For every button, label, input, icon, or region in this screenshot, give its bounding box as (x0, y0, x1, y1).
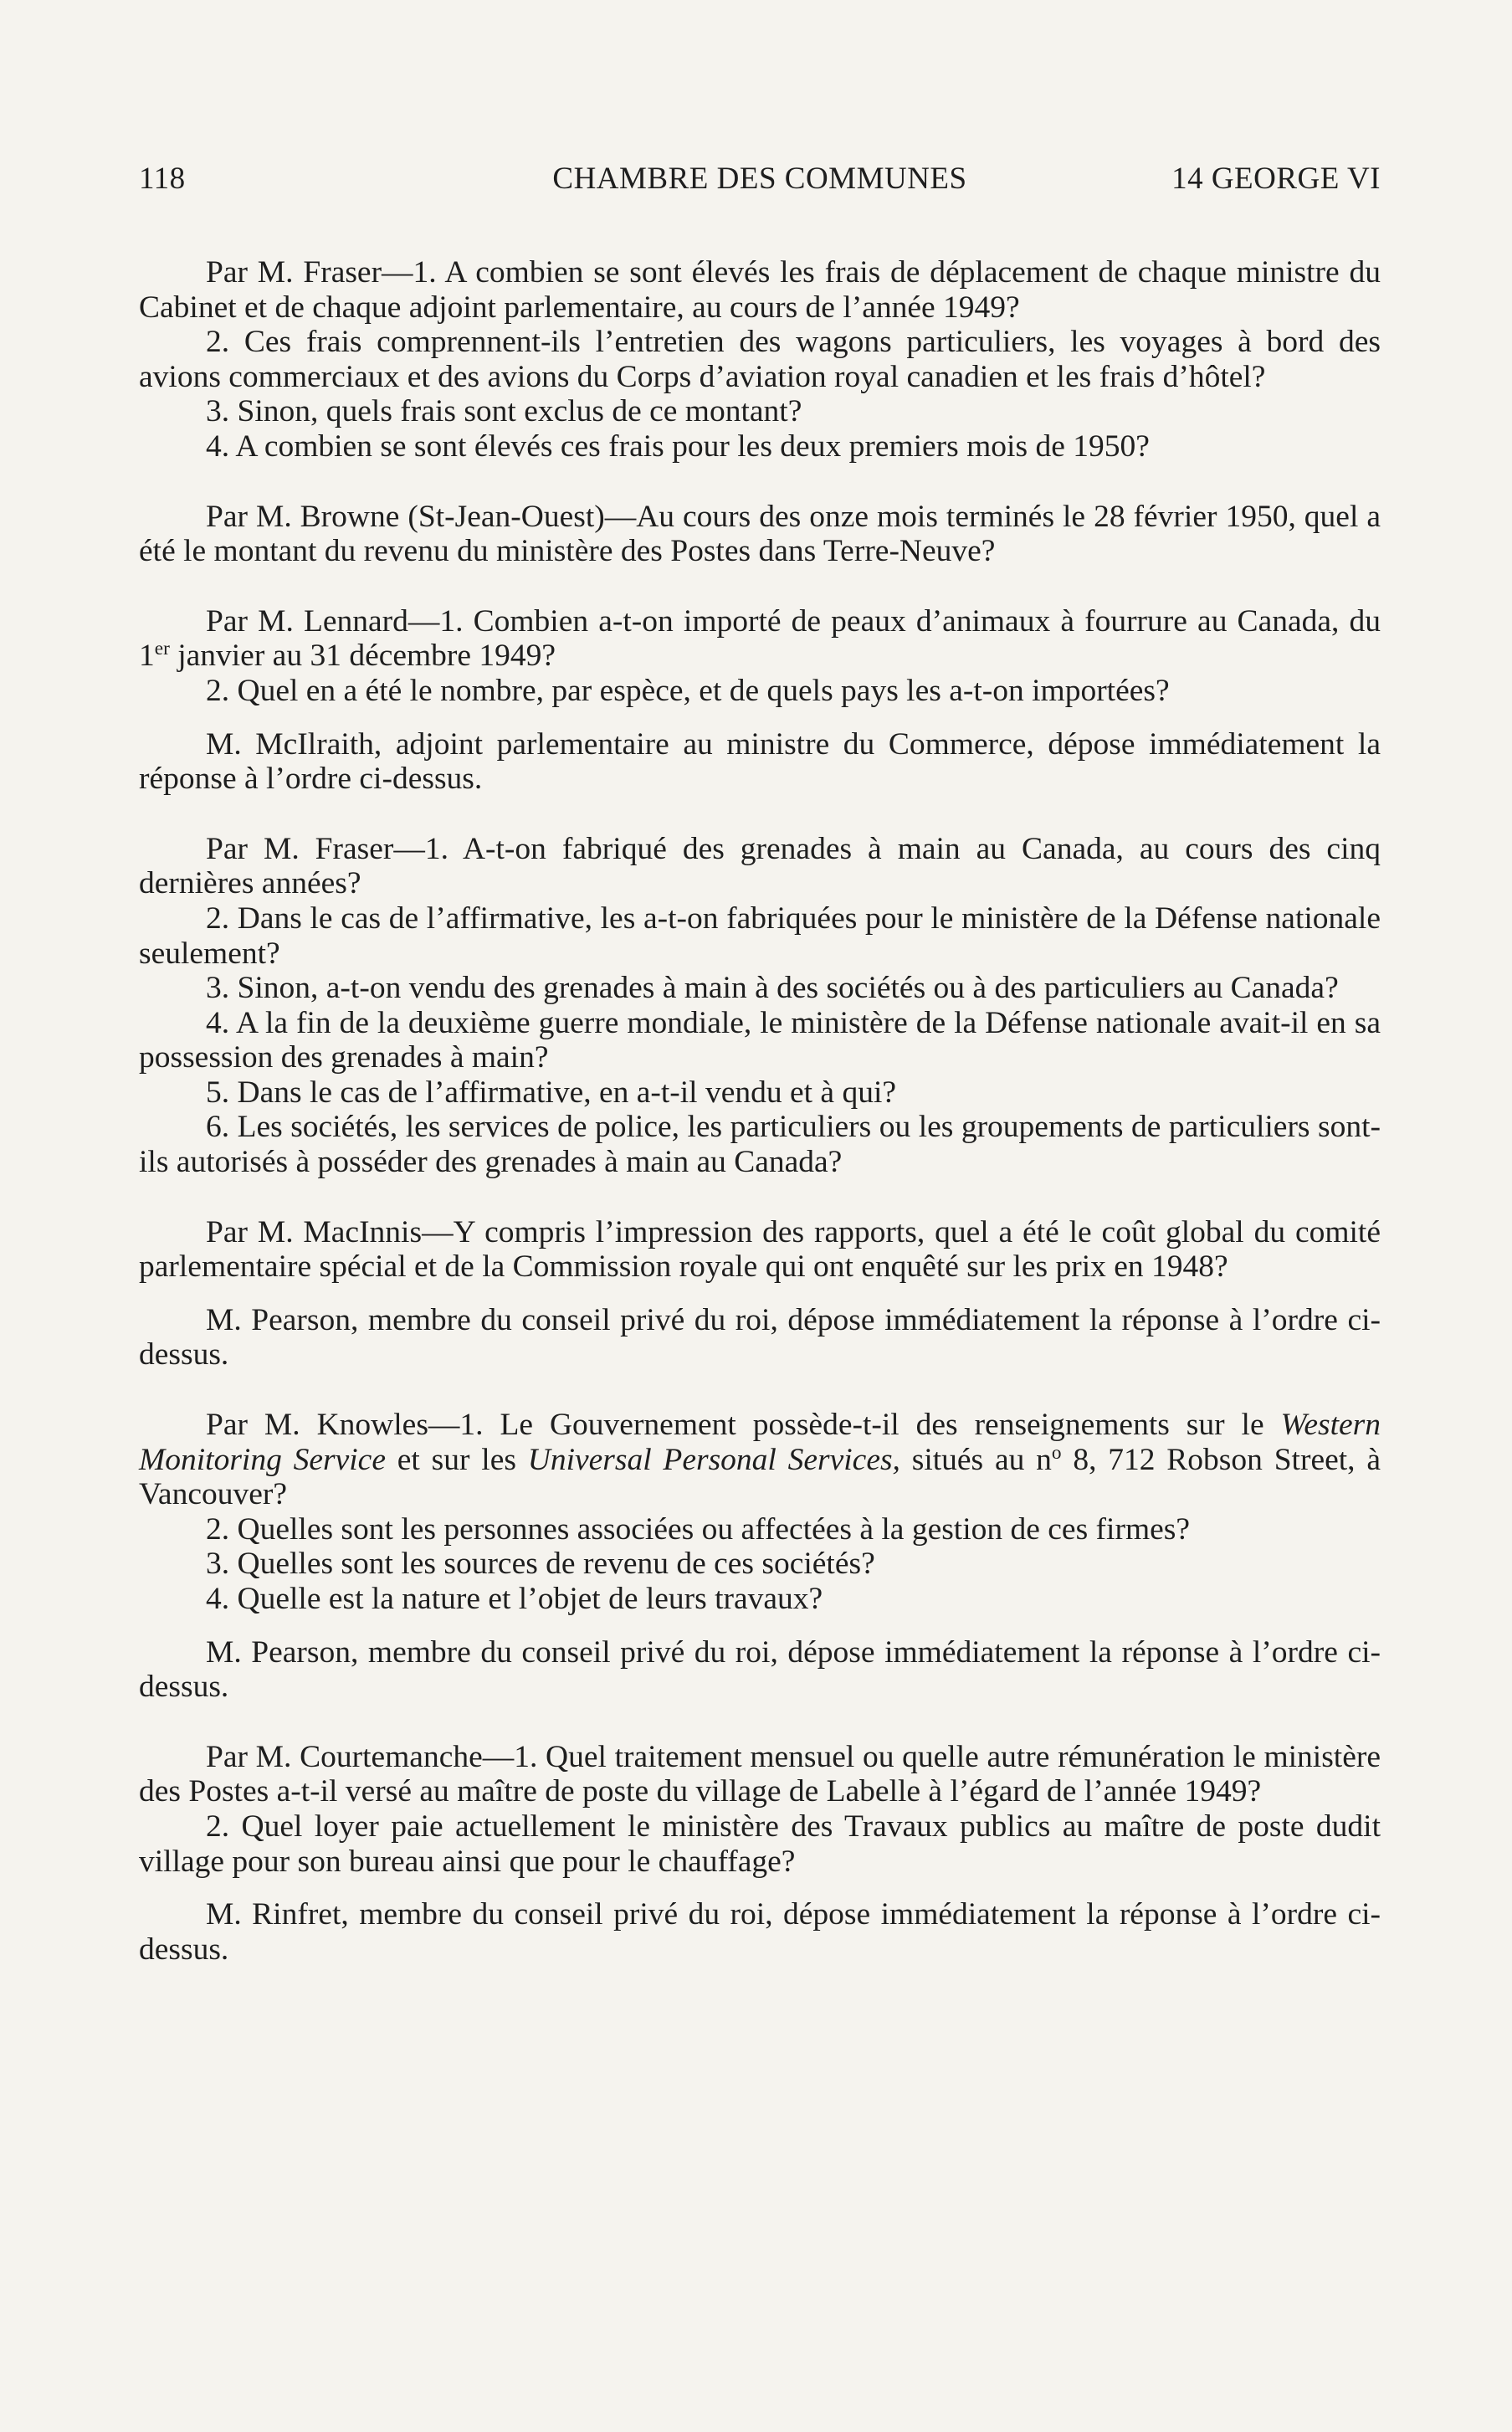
lennard-q1-text-end: janvier au 31 décembre 1949? (169, 639, 556, 674)
fraser-grenade-question-3: 3. Sinon, a-t-on vendu des grenades à main à des sociétés ou à des particuliers au Canada? (206, 971, 1339, 1006)
fraser-travel-question-3: 3. Sinon, quels frais sont exclus de ce montant? (206, 394, 802, 429)
knowles-question-3: 3. Quelles sont les sources de revenu de ces sociétés? (206, 1547, 875, 1582)
running-header (139, 161, 1381, 203)
knowles-question-2: 2. Quelles sont les personnes associées ou affectées à la gestion de ces firmes? (206, 1511, 1190, 1547)
fraser-grenade-question-6: 6. Les sociétés, les services de police, les particuliers ou les groupements de particuliers sont-ils autorisés à posséder des grenades à main au Canada? (139, 1110, 1381, 1180)
knowles-q1-text-c: situés au n (900, 1442, 1052, 1477)
lennard-question-1 (139, 604, 1381, 674)
knowles-q1-text-a: Par M. Knowles—1. Le Gouvernement possède-t-il des renseignements sur le (206, 1408, 1281, 1443)
journal-title: CHAMBRE DES COMMUNES (552, 162, 967, 196)
courtemanche-question-1: Par M. Courtemanche—1. Quel traitement mensuel ou quelle autre rémunération le ministère des Postes a-t-il versé au maître de poste du village de Labelle à l’égard de l’année 1949? (139, 1739, 1381, 1809)
macinnis-answer: M. Pearson, membre du conseil privé du roi, dépose immédiatement la réponse à l’ordre ci-dessus. (139, 1302, 1381, 1372)
fraser-travel-question-2: 2. Ces frais comprennent-ils l’entretien des wagons particuliers, les voyages à bord des avions commerciaux et des avions du Corps d’aviation royal canadien et les frais d’hôtel? (139, 325, 1381, 394)
lennard-q1-superscript: er (154, 638, 170, 660)
knowles-question-4: 4. Quelle est la nature et l’objet de leurs travaux? (206, 1582, 823, 1616)
fraser-grenade-question-2: 2. Dans le cas de l’affirmative, les a-t-on fabriquées pour le ministère de la Défense nationale seulement? (139, 900, 1381, 971)
fraser-grenade-question-1: Par M. Fraser—1. A-t-on fabriqué des grenades à main au Canada, au cours des cinq dernières années? (139, 831, 1381, 901)
knowles-answer: M. Pearson, membre du conseil privé du roi, dépose immédiatement la réponse à l’ordre ci-dessus. (139, 1634, 1381, 1705)
browne-question: Par M. Browne (St-Jean-Ouest)—Au cours des onze mois terminés le 28 février 1950, quel a été le montant du revenu du ministère des Postes dans Terre-Neuve? (139, 499, 1381, 569)
knowles-q1-text-d: 8, 712 Robson Street, à Vancouver? (139, 1442, 1381, 1512)
knowles-q1-universal-personal: Universal Personal Services, (527, 1442, 900, 1477)
knowles-q1-text-b: et sur les (385, 1442, 528, 1477)
macinnis-question: Par M. MacInnis—Y compris l’impression des rapports, quel a été le coût global du comité parlementaire spécial et de la Commission royale qui ont enquêté sur les prix en 1948? (139, 1214, 1381, 1285)
document-body (139, 255, 1381, 1967)
knowles-question-1 (139, 1408, 1381, 1512)
fraser-grenade-question-5: 5. Dans le cas de l’affirmative, en a-t-il vendu et à qui? (206, 1075, 897, 1110)
knowles-q1-western-monitoring: Western Monitoring Service (139, 1408, 1381, 1477)
courtemanche-question-2: 2. Quel loyer paie actuellement le ministère des Travaux publics au maître de poste dudit village pour son bureau ainsi que pour le chauffage? (139, 1809, 1381, 1879)
session-label: 14 GEORGE VI (1171, 162, 1381, 196)
lennard-question-2: 2. Quel en a été le nombre, par espèce, et de quels pays les a-t-on importées? (206, 673, 1170, 708)
fraser-travel-question-1: Par M. Fraser—1. A combien se sont élevés les frais de déplacement de chaque ministre du Cabinet et de chaque adjoint parlementaire, au cours de l’année 1949? (139, 255, 1381, 325)
lennard-q1-text: Par M. Lennard—1. Combien a-t-on importé de peaux d’animaux à fourrure au Canada, du 1 (139, 603, 1381, 674)
courtemanche-answer: M. Rinfret, membre du conseil privé du roi, dépose immédiatement la réponse à l’ordre ci-dessus. (139, 1897, 1381, 1967)
fraser-grenade-question-4: 4. A la fin de la deuxième guerre mondiale, le ministère de la Défense nationale avait-il en sa possession des grenades à main? (139, 1005, 1381, 1075)
lennard-answer: M. McIlraith, adjoint parlementaire au ministre du Commerce, dépose immédiatement la réponse à l’ordre ci-dessus. (139, 726, 1381, 797)
page-number: 118 (139, 162, 186, 196)
knowles-q1-superscript: o (1051, 1441, 1062, 1464)
fraser-travel-question-4: 4. A combien se sont élevés ces frais pour les deux premiers mois de 1950? (206, 428, 1150, 464)
